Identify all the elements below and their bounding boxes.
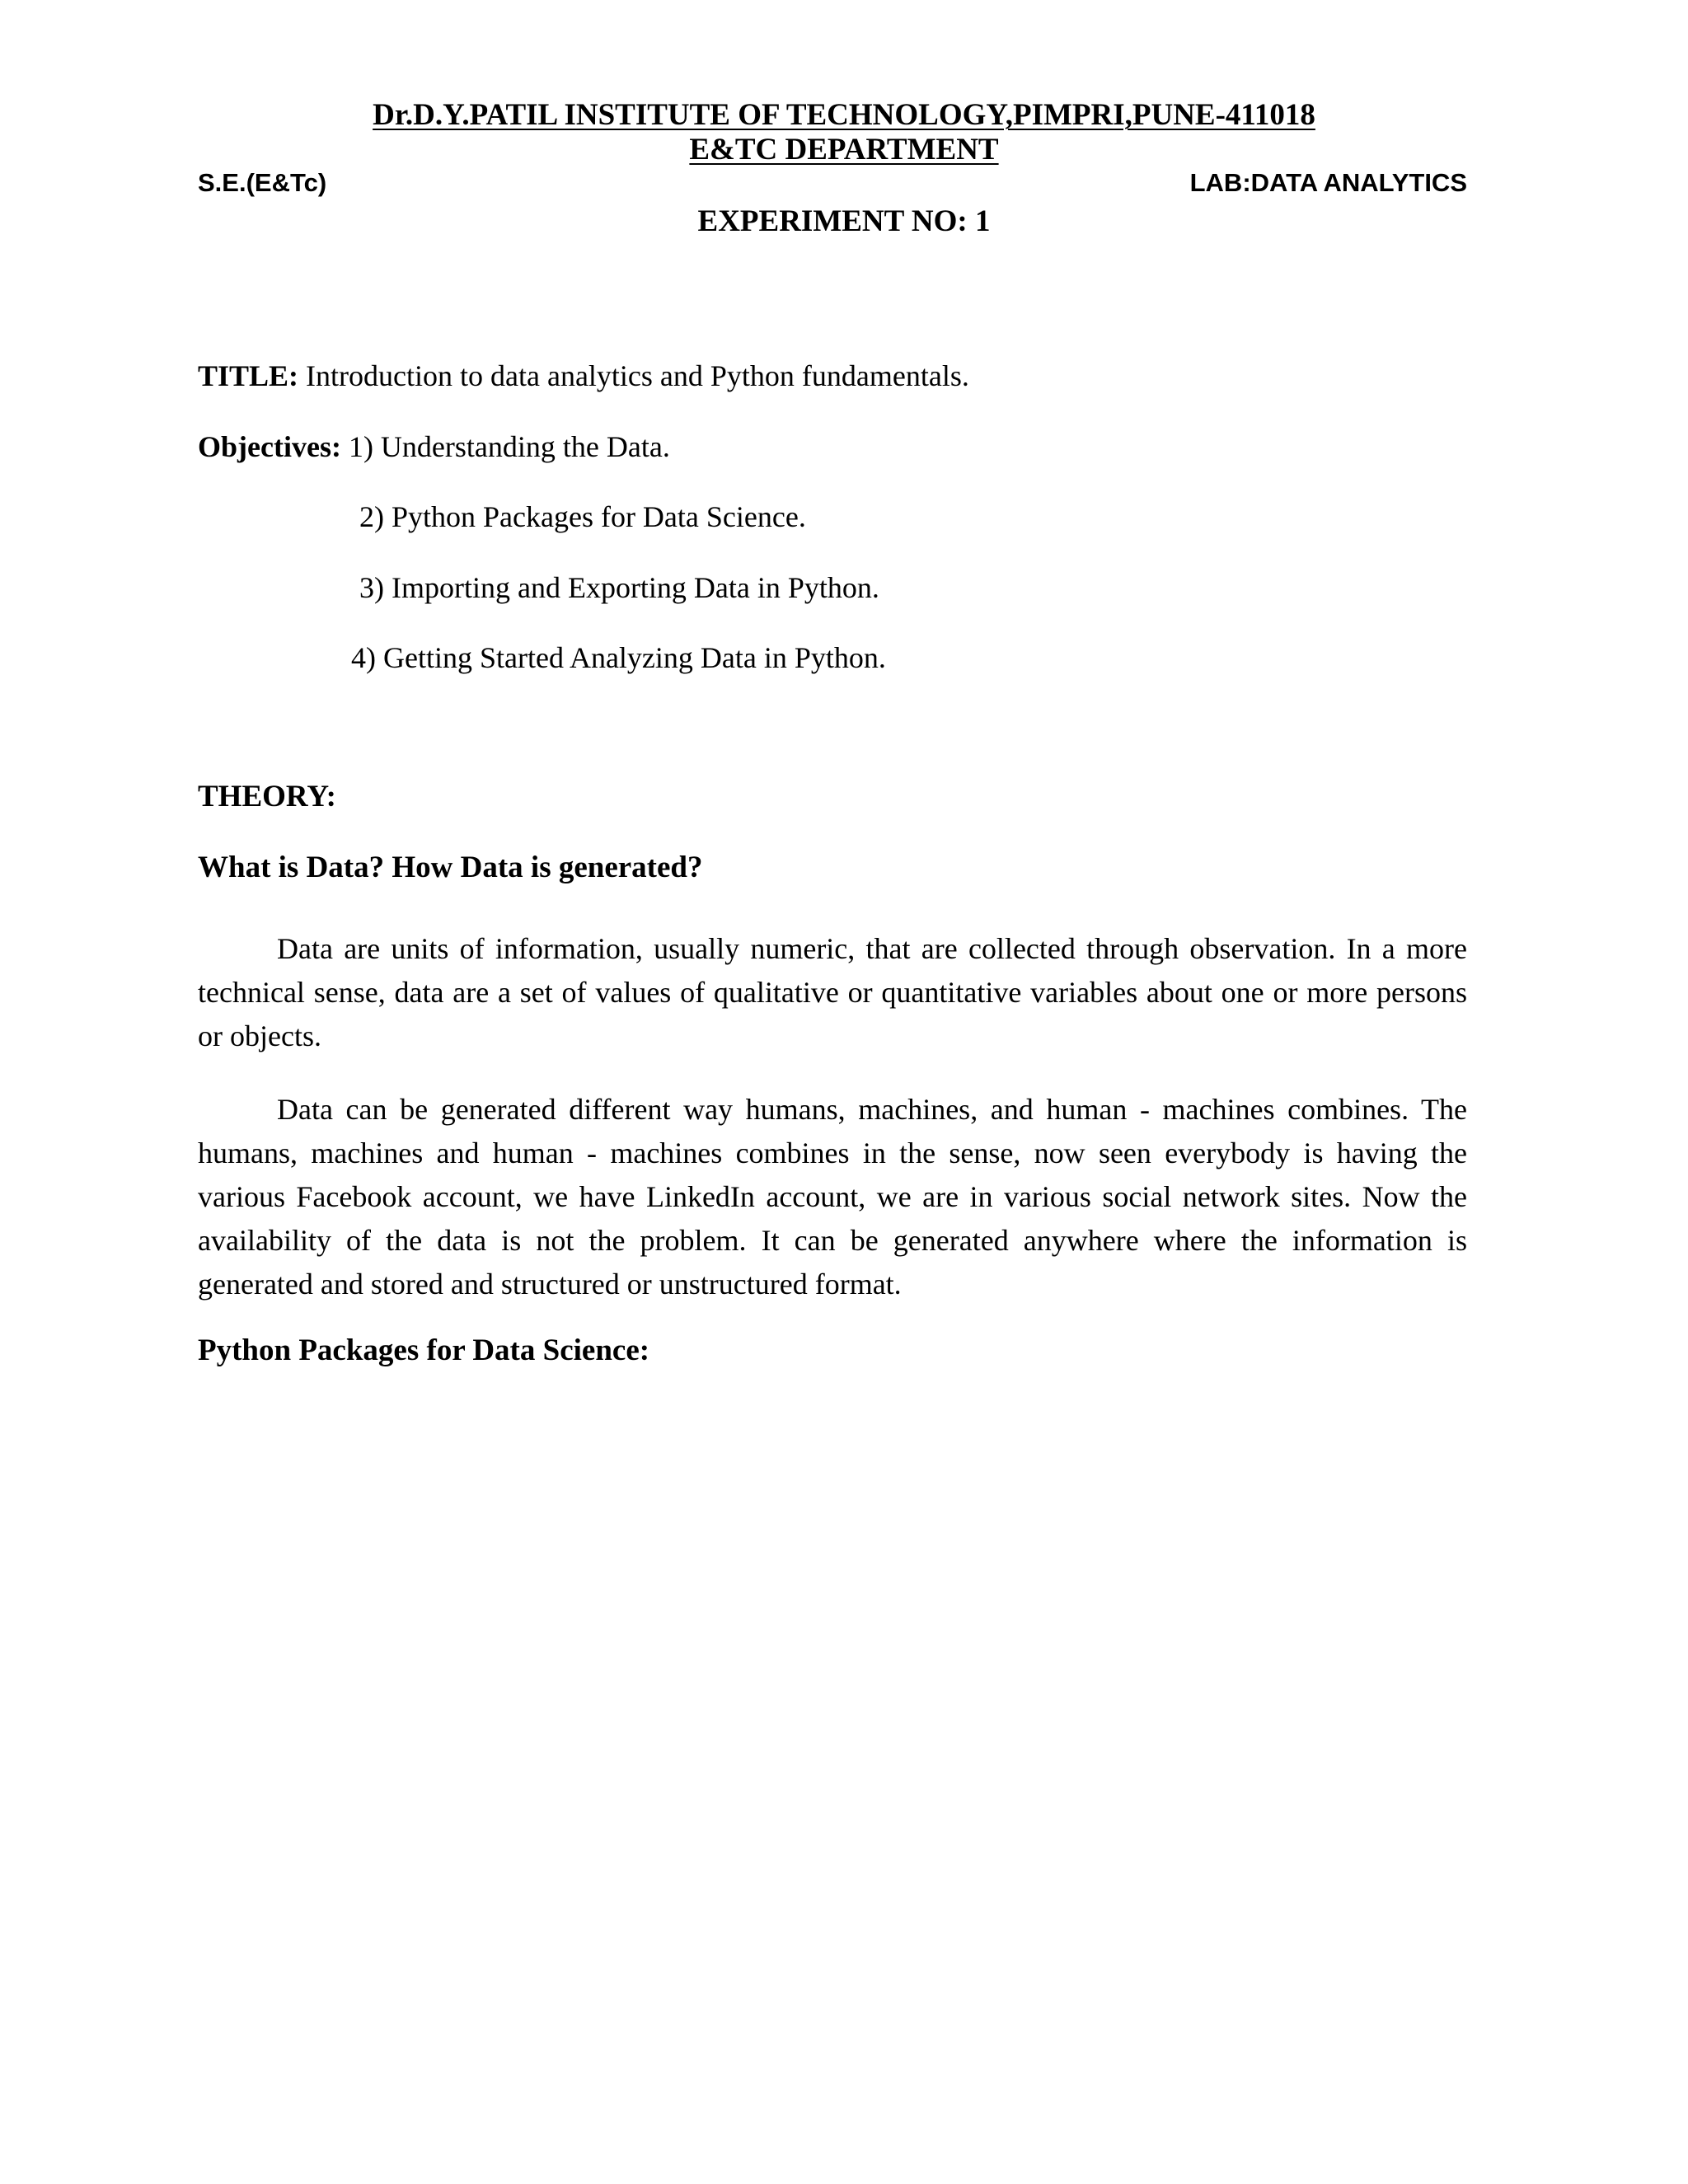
objective-item: 3) Importing and Exporting Data in Python.	[359, 571, 879, 604]
class-label: S.E.(E&Tc)	[198, 168, 327, 197]
title-label: TITLE:	[198, 359, 299, 392]
objectives-label: Objectives:	[198, 430, 341, 463]
data-subheading: What is Data? How Data is generated?	[198, 851, 703, 884]
department-name: E&TC DEPARTMENT	[689, 133, 999, 166]
packages-heading: Python Packages for Data Science:	[198, 1333, 650, 1367]
title-text: Introduction to data analytics and Python fundamentals.	[306, 359, 969, 392]
objective-item: 2) Python Packages for Data Science.	[359, 500, 806, 533]
objective-item: 1) Understanding the Data.	[348, 430, 670, 463]
lab-label: LAB:DATA ANALYTICS	[1189, 168, 1467, 197]
title-line	[198, 358, 969, 394]
theory-paragraph: Data are units of information, usually numeric, that are collected through observation. In a more technical sense, data are a set of values of qualitative or quantitative variables about one or more persons or objects.	[198, 932, 1467, 1052]
theory-heading: THEORY:	[198, 780, 336, 813]
theory-paragraph: Data can be generated different way humans, machines, and human - machines combines. The humans, machines and human - machines combines in the sense, now seen everybody is having the various Facebook account, we have LinkedIn account, we are in various social network sites. Now the availability of the data is not the problem. It can be generated anywhere where the information is generated and stored and structured or unstructured format.	[198, 1093, 1467, 1301]
objectives-line	[198, 429, 670, 465]
objective-item: 4) Getting Started Analyzing Data in Python.	[351, 641, 886, 674]
institute-name: Dr.D.Y.PATIL INSTITUTE OF TECHNOLOGY,PIMPRI,PUNE-411018	[373, 98, 1315, 132]
experiment-number: EXPERIMENT NO: 1	[697, 204, 991, 238]
